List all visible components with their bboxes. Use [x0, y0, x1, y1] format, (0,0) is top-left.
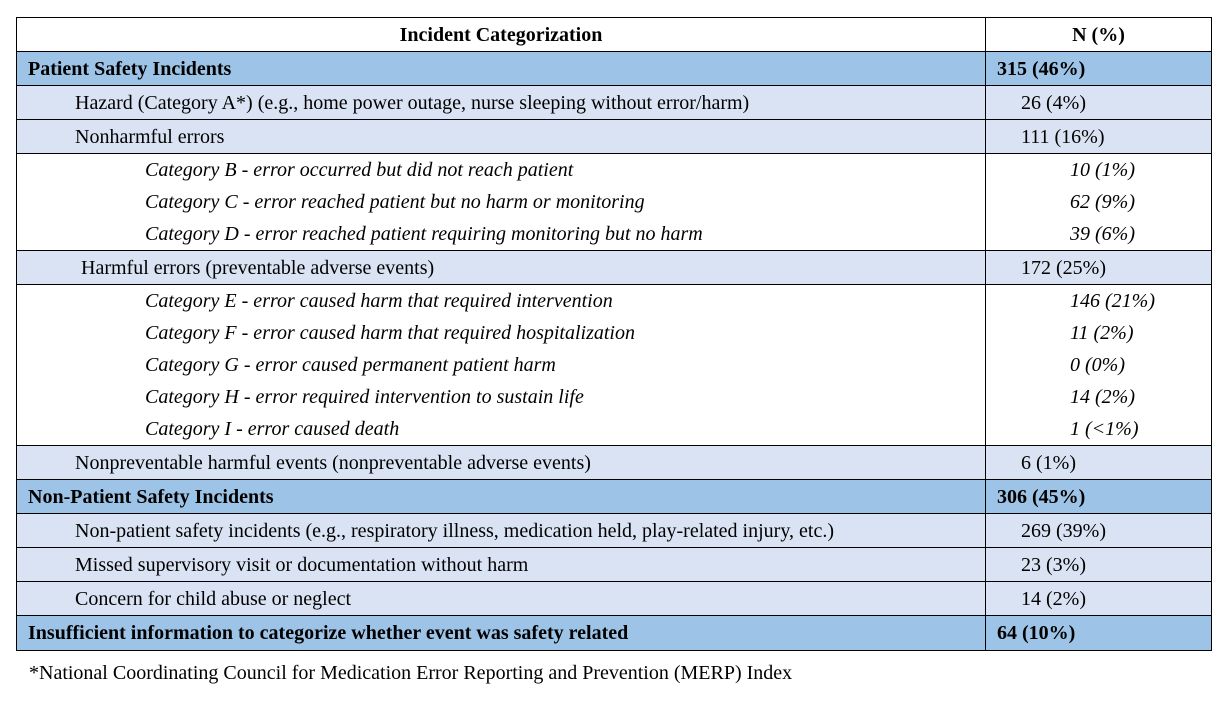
incident-categorization-table	[16, 17, 1212, 651]
category-row-c	[17, 186, 1212, 218]
row-label: Nonpreventable harmful events (nonpreventable adverse events)	[17, 446, 986, 480]
row-value: 39 (6%)	[986, 218, 1212, 251]
row-value: 62 (9%)	[986, 186, 1212, 218]
row-label: Category F - error caused harm that required hospitalization	[17, 317, 986, 349]
row-label: Category D - error reached patient requiring monitoring but no harm	[17, 218, 986, 251]
row-label: Category I - error caused death	[17, 413, 986, 446]
row-label: Concern for child abuse or neglect	[17, 582, 986, 616]
section-row-patient-safety	[17, 52, 1212, 86]
row-value: 172 (25%)	[986, 251, 1212, 285]
row-value: 0 (0%)	[986, 349, 1212, 381]
row-label: Patient Safety Incidents	[17, 52, 986, 86]
row-label: Harmful errors (preventable adverse events)	[17, 251, 986, 285]
row-value: 269 (39%)	[986, 514, 1212, 548]
subcategory-row-child-abuse	[17, 582, 1212, 616]
category-row-e	[17, 285, 1212, 318]
table-footnote: *National Coordinating Council for Medication Error Reporting and Prevention (MERP) Index	[29, 662, 793, 684]
row-label: Category G - error caused permanent patient harm	[17, 349, 986, 381]
row-value: 10 (1%)	[986, 154, 1212, 187]
row-value: 11 (2%)	[986, 317, 1212, 349]
category-row-h	[17, 381, 1212, 413]
row-value: 6 (1%)	[986, 446, 1212, 480]
row-value: 146 (21%)	[986, 285, 1212, 318]
column-header-value: N (%)	[986, 18, 1212, 52]
category-row-i	[17, 413, 1212, 446]
row-value: 315 (46%)	[986, 52, 1212, 86]
category-row-b	[17, 154, 1212, 187]
section-row-insufficient-info	[17, 616, 1212, 651]
row-label: Non-Patient Safety Incidents	[17, 480, 986, 514]
row-label: Category E - error caused harm that required intervention	[17, 285, 986, 318]
subcategory-row-nonpreventable	[17, 446, 1212, 480]
row-value: 111 (16%)	[986, 120, 1212, 154]
row-label: Category C - error reached patient but no harm or monitoring	[17, 186, 986, 218]
table-header-row	[17, 18, 1212, 52]
row-value: 64 (10%)	[986, 616, 1212, 651]
category-row-g	[17, 349, 1212, 381]
row-label: Category B - error occurred but did not reach patient	[17, 154, 986, 187]
section-row-non-patient-safety	[17, 480, 1212, 514]
category-row-d	[17, 218, 1212, 251]
row-label: Insufficient information to categorize whether event was safety related	[17, 616, 986, 651]
category-row-f	[17, 317, 1212, 349]
row-value: 23 (3%)	[986, 548, 1212, 582]
row-label: Hazard (Category A*) (e.g., home power outage, nurse sleeping without error/harm)	[17, 86, 986, 120]
row-value: 14 (2%)	[986, 582, 1212, 616]
row-value: 26 (4%)	[986, 86, 1212, 120]
row-label: Non-patient safety incidents (e.g., respiratory illness, medication held, play-related injury, etc.)	[17, 514, 986, 548]
subcategory-row-missed-visit	[17, 548, 1212, 582]
column-header-category: Incident Categorization	[17, 18, 986, 52]
subcategory-row-hazard	[17, 86, 1212, 120]
row-value: 1 (<1%)	[986, 413, 1212, 446]
subcategory-row-nonharmful	[17, 120, 1212, 154]
subcategory-row-harmful	[17, 251, 1212, 285]
row-value: 14 (2%)	[986, 381, 1212, 413]
subcategory-row-non-patient-incidents	[17, 514, 1212, 548]
row-label: Category H - error required intervention to sustain life	[17, 381, 986, 413]
row-label: Missed supervisory visit or documentation without harm	[17, 548, 986, 582]
row-label: Nonharmful errors	[17, 120, 986, 154]
row-value: 306 (45%)	[986, 480, 1212, 514]
